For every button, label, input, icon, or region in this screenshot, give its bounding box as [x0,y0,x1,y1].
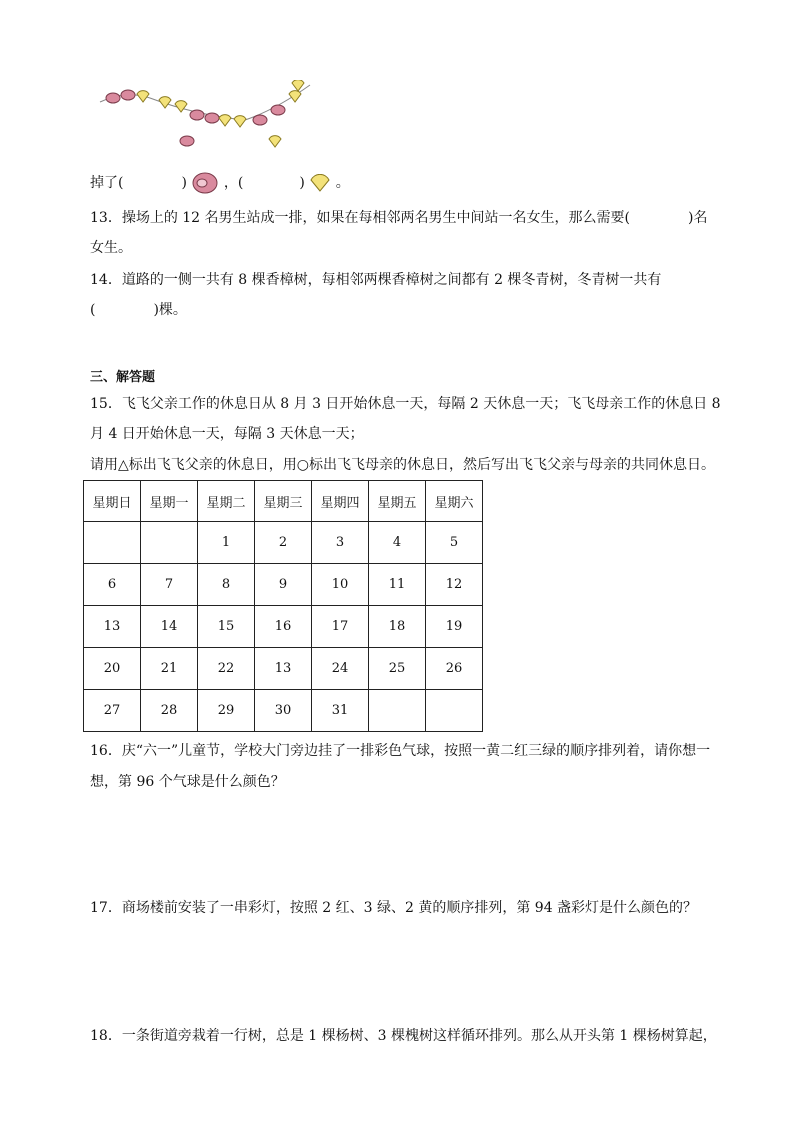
calendar-day-cell[interactable] [84,522,141,564]
scallop-icon [234,116,246,127]
conch-icon [121,90,135,100]
calendar-day-cell[interactable]: 13 [255,648,312,690]
conch-icon [253,115,267,125]
calendar-day-cell[interactable]: 25 [369,648,426,690]
q15-line2: 月 4 日开始休息一天，每隔 3 天休息一天； [90,426,364,442]
conch-icon [205,113,219,123]
q13-text: 13．操场上的 12 名男生站成一排，如果在每相邻两名男生中间站一名女生，那么需要( [90,210,630,226]
weekday-header: 星期一 [141,481,198,522]
scallop-icon [219,115,231,126]
calendar-day-cell[interactable]: 8 [198,564,255,606]
calendar-day-cell[interactable]: 30 [255,690,312,732]
q12-prefix: 掉了( [90,175,124,191]
q14-line1: 14．道路的一侧一共有 8 棵香樟树，每相邻两棵香樟树之间都有 2 棵冬青树，冬青树一共有 [90,272,662,288]
calendar-day-cell[interactable]: 10 [312,564,369,606]
q15-line3: 请用△标出飞飞父亲的休息日，用○标出飞飞母亲的休息日，然后写出飞飞父亲与母亲的共同休息日。 [90,457,715,473]
calendar-day-cell[interactable]: 18 [369,606,426,648]
calendar-day-cell[interactable]: 2 [255,522,312,564]
weekday-header: 星期五 [369,481,426,522]
calendar-week-row [84,606,483,648]
calendar-day-cell[interactable]: 15 [198,606,255,648]
calendar-day-cell[interactable]: 3 [312,522,369,564]
q16-line1: 16．庆“六一”儿童节，学校大门旁边挂了一排彩色气球，按照一黄二红三绿的顺序排列着，请你想一 [90,743,711,759]
scallop-icon [175,101,187,112]
calendar-day-cell[interactable]: 14 [141,606,198,648]
weekday-header: 星期四 [312,481,369,522]
scallop-icon [159,97,171,108]
weekday-header: 星期二 [198,481,255,522]
scallop-icon [289,91,301,102]
calendar-table [83,480,483,732]
weekday-header: 星期六 [426,481,483,522]
q12-comma: ，( [223,175,244,191]
calendar-day-cell[interactable]: 29 [198,690,255,732]
calendar-day-cell[interactable]: 27 [84,690,141,732]
calendar-day-cell[interactable]: 1 [198,522,255,564]
calendar-day-cell[interactable]: 19 [426,606,483,648]
calendar-day-cell[interactable]: 4 [369,522,426,564]
calendar-day-cell[interactable]: 20 [84,648,141,690]
calendar-day-cell[interactable]: 9 [255,564,312,606]
calendar-day-cell[interactable]: 13 [84,606,141,648]
conch-icon [191,170,219,196]
calendar-day-cell[interactable]: 11 [369,564,426,606]
calendar-week-row [84,522,483,564]
q13-line2: 女生。 [90,240,132,256]
calendar-day-cell[interactable]: 24 [312,648,369,690]
calendar-day-cell[interactable]: 16 [255,606,312,648]
shell-string-illustration [95,80,325,155]
scallop-icon [137,91,149,102]
q14-close: )棵。 [153,302,187,318]
calendar-day-cell[interactable]: 6 [84,564,141,606]
q18-line1: 18．一条街道旁栽着一行树，总是 1 棵杨树、3 棵槐树这样循环排列。那么从开头第 1 棵杨树算起， [90,1028,717,1044]
q12-mid: ) [181,175,187,191]
scallop-icon [309,174,331,192]
calendar-day-cell[interactable] [369,690,426,732]
section-title: 三、解答题 [90,370,156,385]
calendar-day-cell[interactable]: 17 [312,606,369,648]
calendar-week-row [84,564,483,606]
calendar-day-cell[interactable] [141,522,198,564]
q15-line1: 15．飞飞父亲工作的休息日从 8 月 3 日开始休息一天，每隔 2 天休息一天；飞飞母亲工作的休息日 8 [90,396,721,412]
q16-line2: 想，第 96 个气球是什么颜色？ [90,774,285,790]
calendar-day-cell[interactable] [426,690,483,732]
calendar-day-cell[interactable]: 31 [312,690,369,732]
calendar-day-cell[interactable]: 12 [426,564,483,606]
calendar-header-row [84,481,483,522]
calendar-day-cell[interactable]: 26 [426,648,483,690]
weekday-header: 星期日 [84,481,141,522]
q14-line2 [90,300,187,320]
conch-icon [271,105,285,115]
calendar-day-cell[interactable]: 7 [141,564,198,606]
weekday-header: 星期三 [255,481,312,522]
calendar-day-cell[interactable]: 28 [141,690,198,732]
q14-open: ( [90,302,96,318]
q13-line1 [90,208,707,228]
conch-icon [180,136,194,146]
q17-line1: 17．商场楼前安装了一串彩灯，按照 2 红、3 绿、2 黄的顺序排列，第 94 盏彩灯是什么颜色的？ [90,900,698,916]
conch-icon [106,93,120,103]
conch-icon [190,110,204,120]
calendar-week-row [84,648,483,690]
scallop-icon [292,80,304,91]
calendar-week-row [84,690,483,732]
calendar-day-cell[interactable]: 22 [198,648,255,690]
q12-answer-line [90,170,350,194]
q13-text-end: )名 [688,210,708,226]
q12-period: 。 [335,175,350,191]
calendar-day-cell[interactable]: 21 [141,648,198,690]
scallop-icon [269,136,281,147]
q12-end: ) [299,175,305,191]
calendar-day-cell[interactable]: 5 [426,522,483,564]
